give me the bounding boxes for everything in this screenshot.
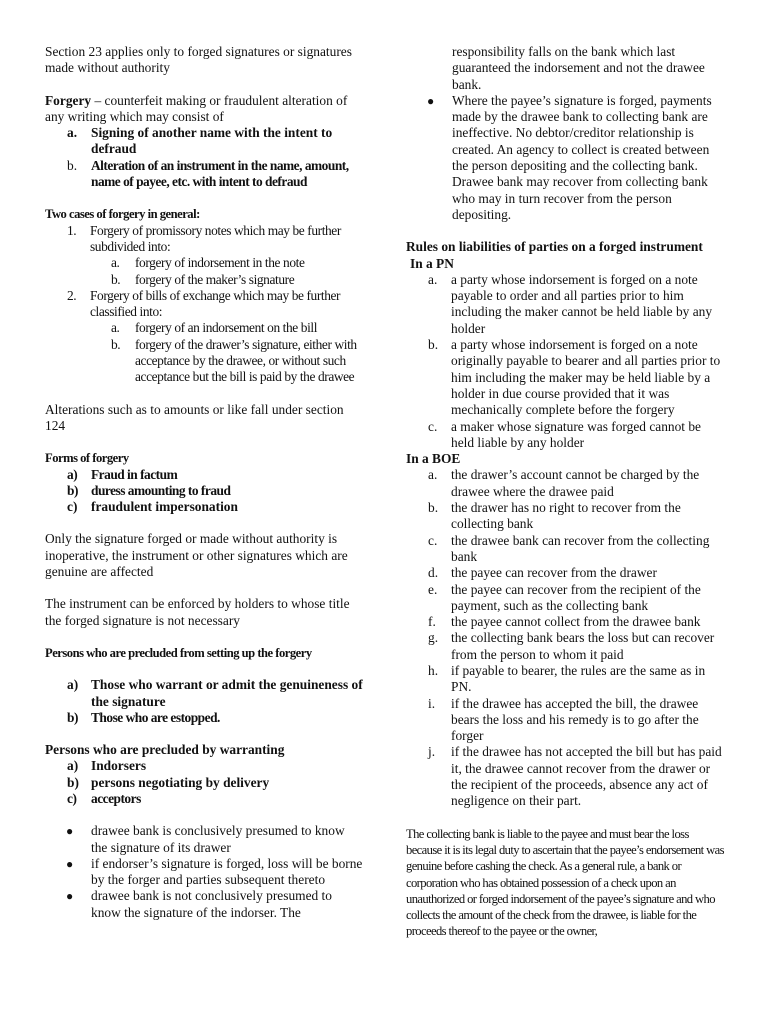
two-cases-list bbox=[45, 223, 363, 386]
list-item: a. Signing of another name with the intent to defraud bbox=[67, 125, 333, 157]
list-item: e. the payee can recover from the recipient of the payment, such as the collecting bank bbox=[428, 581, 701, 613]
two-cases-heading: Two cases of forgery in general: bbox=[45, 207, 200, 222]
list-item: a) Fraud in factum bbox=[67, 466, 178, 482]
list-item: 1. Forgery of promissory notes which may be further subdivided into: bbox=[67, 222, 341, 254]
right-bullet-list bbox=[406, 93, 724, 223]
list-item: b. forgery of the drawer’s signature, either with acceptance by the drawee, or without such acceptance but the bill is paid by the drawee bbox=[111, 336, 357, 385]
list-item: b) duress amounting to fraud bbox=[67, 482, 231, 498]
bullet-icon: ● bbox=[66, 889, 74, 904]
list-item: b. Alteration of an instrument in the name, amount, name of payee, etc. with intent to defraud bbox=[67, 157, 349, 190]
list-item: ● drawee bank is conclusively presumed to know the signature of its drawer bbox=[66, 823, 345, 855]
pn-heading: In a PN bbox=[410, 255, 454, 271]
pn-list bbox=[406, 272, 724, 451]
enforced-paragraph: The instrument can be enforced by holders to whose title the forged signature is not necessary bbox=[45, 596, 350, 628]
bullet-icon: ● bbox=[66, 856, 74, 871]
list-item: c) acceptors bbox=[67, 790, 141, 806]
list-item: ● drawee bank is not conclusively presumed to know the signature of the indorser. The bbox=[66, 888, 332, 920]
list-item: b) Those who are estopped. bbox=[67, 709, 220, 725]
list-item: a. forgery of indorsement in the note bbox=[111, 255, 305, 271]
section-23-paragraph: Section 23 applies only to forged signatures or signatures made without authority bbox=[45, 44, 352, 76]
precluded-heading: Persons who are precluded from setting up the forgery bbox=[45, 645, 312, 660]
list-item: ● Where the payee’s signature is forged, payments made by the drawee bank to collecting bank are ineffective. No debtor/creditor relationship is created. An agency to collect is created between the person depositing and the collecting bank. Drawee bank may recover from collecting bank who may in turn recover from the person depositing. bbox=[427, 92, 712, 222]
list-item: d. the payee can recover from the drawer bbox=[428, 565, 657, 581]
forgery-list bbox=[45, 125, 363, 190]
forms-heading: Forms of forgery bbox=[45, 451, 129, 466]
list-item: c. the drawee bank can recover from the collecting bank bbox=[428, 532, 710, 564]
only-signature-paragraph: Only the signature forged or made without authority is inoperative, the instrument or other signatures which are genuine are affected bbox=[45, 531, 348, 580]
collecting-bank-paragraph: The collecting bank is liable to the payee and must bear the loss because it is its legal duty to ascertain that the payee’s endorsement was genuine before cashing the check. As a general rule, a bank or corporation who has obtained possession of a check upon an unauthorized or forged indorsement of the payee’s signature and who collects the amount of the check from the drawee, is liable for the proceeds thereof to the payee or the owner, bbox=[406, 826, 724, 939]
warranting-list bbox=[45, 758, 363, 807]
alterations-paragraph: Alterations such as to amounts or like fall under section 124 bbox=[45, 401, 344, 433]
list-item: j. if the drawee has not accepted the bill but has paid it, the drawee cannot recover from the drawer or the recipient of the proceeds, absence any act of negligence on their part. bbox=[428, 744, 722, 809]
list-item: a. forgery of an indorsement on the bill bbox=[111, 320, 318, 336]
right-column bbox=[406, 44, 724, 940]
boe-heading: In a BOE bbox=[406, 451, 461, 467]
list-item: b) persons negotiating by delivery bbox=[67, 774, 270, 790]
list-item: b. forgery of the maker’s signature bbox=[111, 271, 295, 287]
forgery-definition-text: – counterfeit making or fraudulent alteration of any writing which may consist of bbox=[45, 92, 348, 124]
list-item: c. a maker whose signature was forged cannot be held liable by any holder bbox=[428, 418, 701, 450]
forgery-term: Forgery bbox=[45, 92, 92, 108]
list-item: f. the payee cannot collect from the drawee bank bbox=[428, 614, 701, 630]
warranting-heading: Persons who are precluded by warranting bbox=[45, 742, 285, 758]
list-item: a. the drawer’s account cannot be charged by the drawee where the drawee paid bbox=[428, 467, 700, 499]
list-item: h. if payable to bearer, the rules are the same as in PN. bbox=[428, 662, 706, 695]
left-column bbox=[45, 44, 363, 921]
list-item: c) fraudulent impersonation bbox=[67, 499, 238, 515]
bullet-icon: ● bbox=[66, 824, 74, 839]
boe-list bbox=[406, 467, 724, 809]
list-item: b. a party whose indorsement is forged on a note originally payable to bearer and all parties prior to him including the maker may be held liable by a holder in due course provided that it was mechanically complete before the forgery bbox=[428, 337, 721, 418]
forgery-definition bbox=[45, 93, 363, 126]
rules-heading: Rules on liabilities of parties on a forged instrument bbox=[406, 239, 703, 255]
bullet-list bbox=[45, 823, 363, 921]
forms-list bbox=[45, 467, 363, 516]
list-item: a) Indorsers bbox=[67, 758, 147, 774]
list-item: b. the drawer has no right to recover from the collecting bank bbox=[428, 500, 681, 532]
list-item: a) Those who warrant or admit the genuineness of the signature bbox=[67, 677, 363, 709]
precluded-list bbox=[45, 677, 363, 726]
list-item: i. if the drawee has accepted the bill, the drawee bears the loss and his remedy is to go after the forger bbox=[428, 695, 699, 744]
list-item: g. the collecting bank bears the loss but can recover from the person to whom it paid bbox=[428, 630, 715, 662]
list-item: 2. Forgery of bills of exchange which may be further classified into: bbox=[67, 287, 341, 320]
list-item: ● if endorser’s signature is forged, loss will be borne by the forger and parties subsequent thereto bbox=[66, 855, 363, 888]
continued-text: responsibility falls on the bank which last guaranteed the indorsement and not the drawee bank. bbox=[452, 44, 705, 92]
list-item: a. a party whose indorsement is forged on a note payable to order and all parties prior to him including the maker cannot be held liable by any holder bbox=[428, 271, 713, 336]
bullet-icon: ● bbox=[427, 93, 435, 108]
